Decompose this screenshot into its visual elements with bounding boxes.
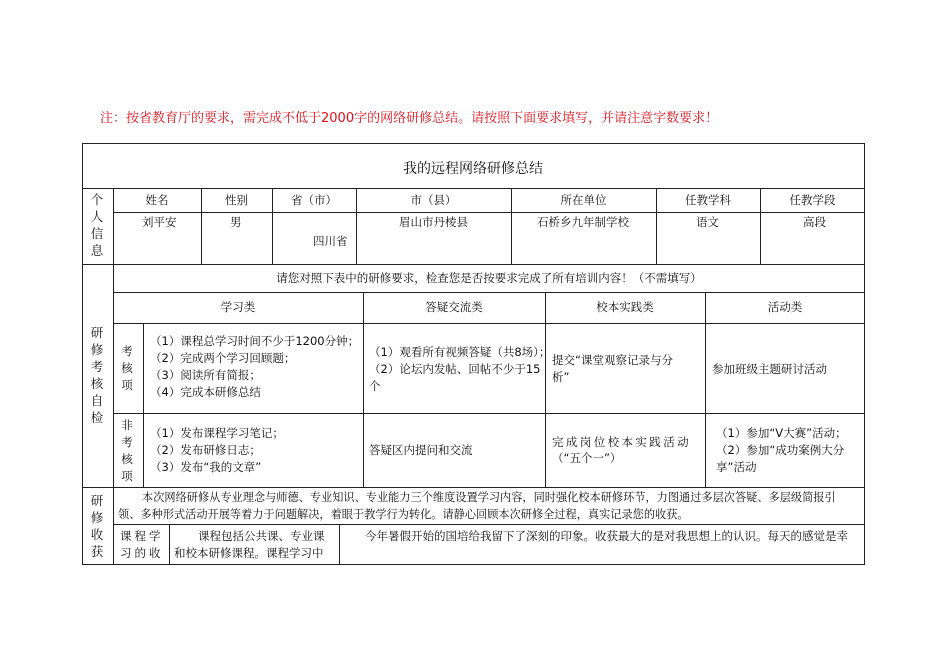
- check-section-label: 研 修 考 核 自 检: [90, 325, 104, 425]
- column-activity: 活动类: [767, 300, 803, 314]
- form-title: 我的远程网络研修总结: [403, 161, 543, 177]
- value-school: 石桥乡九年制学校: [537, 215, 629, 229]
- requirement-note: 注：按省教育厅的要求，需完成不低于2000字的网络研修总结。请按照下面要求填写，并请注意字数要求！: [100, 111, 719, 126]
- column-study: 学习类: [220, 300, 256, 314]
- value-grade: 高段: [803, 215, 826, 229]
- column-qa: 答疑交流类: [425, 300, 483, 314]
- optional-activity: （1）参加“V大赛”活动； （2）参加“成功案例大分 享”活动: [716, 426, 847, 474]
- personal-info-label: 个 人 信 息: [90, 192, 104, 258]
- optional-items-label: 非 考 核 项: [121, 418, 133, 483]
- header-grade: 任教学段: [789, 193, 836, 207]
- optional-study: （1）发布课程学习笔记； （2）发布研修日志； （3）发布“我的文章”: [150, 426, 284, 474]
- value-name: 刘平安: [142, 215, 177, 229]
- course-harvest-desc: 课程包括公共课、专业课 和校本研修课程。课程学习中: [174, 529, 325, 560]
- optional-qa: 答疑区内提问和交流: [369, 443, 473, 457]
- required-activity: 参加班级主题研讨活动: [712, 362, 827, 376]
- harvest-intro: 本次网络研修从专业理念与师德、专业知识、专业能力三个维度设置学习内容，同时强化校本研修环节，力图通过多层次答疑、多层级简报引 领、多种形式活动开展等着力于问题解决，着眼于教学行为转化。请静心回顾本次研修全过程，真实记录您的收获。: [118, 491, 836, 521]
- header-subject: 任教学科: [685, 193, 731, 207]
- harvest-section-label: 研 修 收 获: [90, 493, 104, 559]
- value-province: 四川省: [313, 234, 348, 248]
- required-study: （1）课程总学习时间不少于1200分钟； （2）完成两个学习回顾题； （3）阅读所有简报； （4）完成本研修总结: [150, 334, 360, 399]
- required-qa: （1）观看所有视频答疑（共8场）； （2）论坛内发帖、回帖不少于15 个: [369, 345, 551, 393]
- required-practice: 提交“课堂观察记录与分 析”: [552, 353, 673, 384]
- course-harvest-content: 今年暑假开始的国培给我留下了深刻的印象。收获最大的是对我思想上的认识。每天的感觉是幸: [365, 529, 848, 543]
- required-items-label: 考 核 项: [121, 344, 133, 392]
- header-name: 姓名: [145, 193, 169, 207]
- value-gender: 男: [230, 215, 242, 229]
- course-harvest-label: 课程学 习的收: [120, 529, 164, 560]
- value-city: 眉山市丹棱县: [399, 215, 468, 229]
- header-gender: 性别: [225, 193, 248, 207]
- optional-practice: 完成岗位校本实践活动 （“五个一”）: [552, 435, 691, 465]
- column-practice: 校本实践类: [596, 300, 654, 314]
- value-subject: 语文: [696, 215, 719, 229]
- check-instruction: 请您对照下表中的研修要求，检查您是否按要求完成了所有培训内容！（不需填写）: [276, 271, 702, 285]
- header-city: 市（县）: [410, 193, 457, 207]
- header-school: 所在单位: [560, 193, 607, 207]
- header-province: 省（市）: [291, 193, 337, 207]
